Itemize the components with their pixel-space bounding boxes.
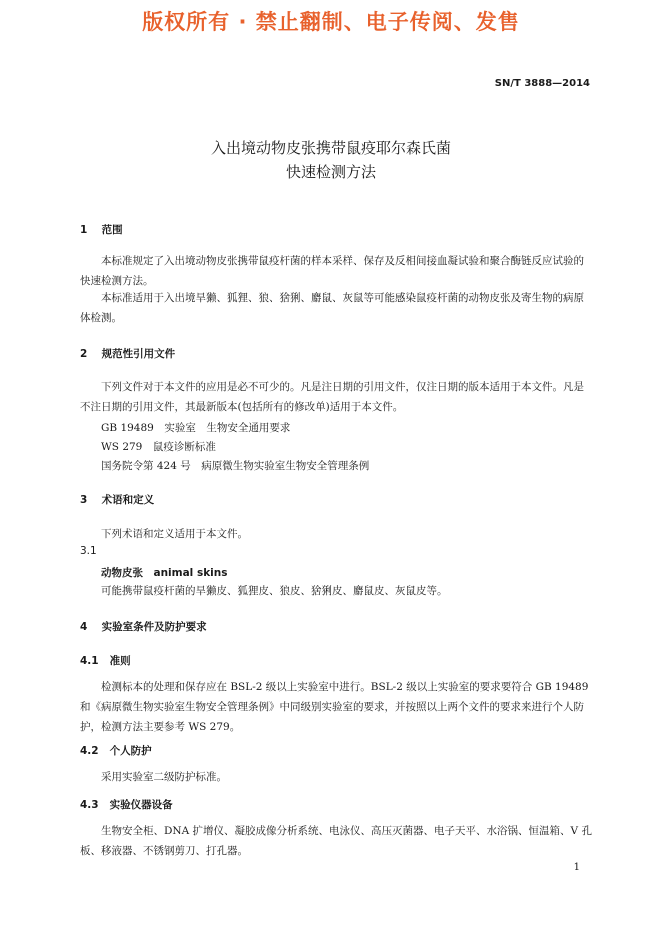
section-number: 4 xyxy=(80,621,88,633)
section-1-paragraph-1: 本标准规定了入出境动物皮张携带鼠疫杆菌的样本采样、保存及反相间接血凝试验和聚合酶链反应试验的快速检测方法。 xyxy=(80,255,584,287)
standard-code: SN/T 3888—2014 xyxy=(494,78,590,89)
subsection-4-2-heading xyxy=(80,743,152,758)
reference-item: 国务院令第 424 号 病原微生物实验室生物安全管理条例 xyxy=(101,460,370,472)
section-title: 实验室条件及防护要求 xyxy=(101,621,207,633)
section-3-paragraph-1: 下列术语和定义适用于本文件。 xyxy=(101,528,248,540)
document-title-line2: 快速检测方法 xyxy=(285,163,376,181)
term-definition: 可能携带鼠疫杆菌的旱獭皮、狐狸皮、狼皮、猞猁皮、麝鼠皮、灰鼠皮等。 xyxy=(101,585,448,597)
section-title: 范围 xyxy=(101,224,123,236)
subsection-4-3-heading xyxy=(80,797,173,812)
section-number: 1 xyxy=(80,224,88,236)
section-3-heading xyxy=(80,492,154,507)
section-1-paragraph-2: 本标准适用于入出境旱獭、狐狸、狼、猞猁、麝鼠、灰鼠等可能感染鼠疫杆菌的动物皮张及寄生物的病原体检测。 xyxy=(80,292,584,324)
reference-item: GB 19489 实验室 生物安全通用要求 xyxy=(101,422,291,434)
section-number: 4.1 xyxy=(80,655,99,667)
section-1-heading xyxy=(80,222,123,237)
section-number: 4.3 xyxy=(80,799,99,811)
section-title: 个人防护 xyxy=(109,745,152,757)
subsection-number-3-1: 3.1 xyxy=(80,545,97,557)
document-title-line1: 入出境动物皮张携带鼠疫耶尔森氏菌 xyxy=(210,139,451,157)
section-title: 规范性引用文件 xyxy=(101,348,176,360)
watermark: 版权所有 · 禁止翻制、电子传阅、发售 xyxy=(142,10,520,34)
section-number: 4.2 xyxy=(80,745,99,757)
section-title: 实验仪器设备 xyxy=(109,799,173,811)
section-2-paragraph-1: 下列文件对于本文件的应用是必不可少的。凡是注日期的引用文件，仅注日期的版本适用于本文件。凡是不注日期的引用文件，其最新版本(包括所有的修改单)适用于本文件。 xyxy=(80,381,584,413)
section-title: 术语和定义 xyxy=(101,494,155,506)
page-number: 1 xyxy=(573,862,580,873)
term-entry: 动物皮张 animal skins xyxy=(101,567,228,579)
subsection-4-1-paragraph: 检测标本的处理和保存应在 BSL-2 级以上实验室中进行。BSL-2 级以上实验室的要求要符合 GB 19489 和《病原微生物实验室生物安全管理条例》中同级别实验室的要求，并按照以上两个文件的要求来进行个人防护，检测方法主要参考 WS 279。 xyxy=(80,681,589,733)
section-number: 3 xyxy=(80,494,88,506)
section-2-heading xyxy=(80,346,175,361)
subsection-4-2-paragraph: 采用实验室二级防护标准。 xyxy=(101,771,227,783)
reference-item: WS 279 鼠疫诊断标准 xyxy=(101,441,216,453)
subsection-4-1-heading xyxy=(80,653,131,668)
subsection-4-3-paragraph: 生物安全柜、DNA 扩增仪、凝胶成像分析系统、电泳仪、高压灭菌器、电子天平、水浴锅、恒温箱、V 孔板、移液器、不锈钢剪刀、打孔器。 xyxy=(80,825,592,857)
section-number: 2 xyxy=(80,348,88,360)
section-title: 准则 xyxy=(109,655,131,667)
section-4-heading xyxy=(80,619,207,634)
